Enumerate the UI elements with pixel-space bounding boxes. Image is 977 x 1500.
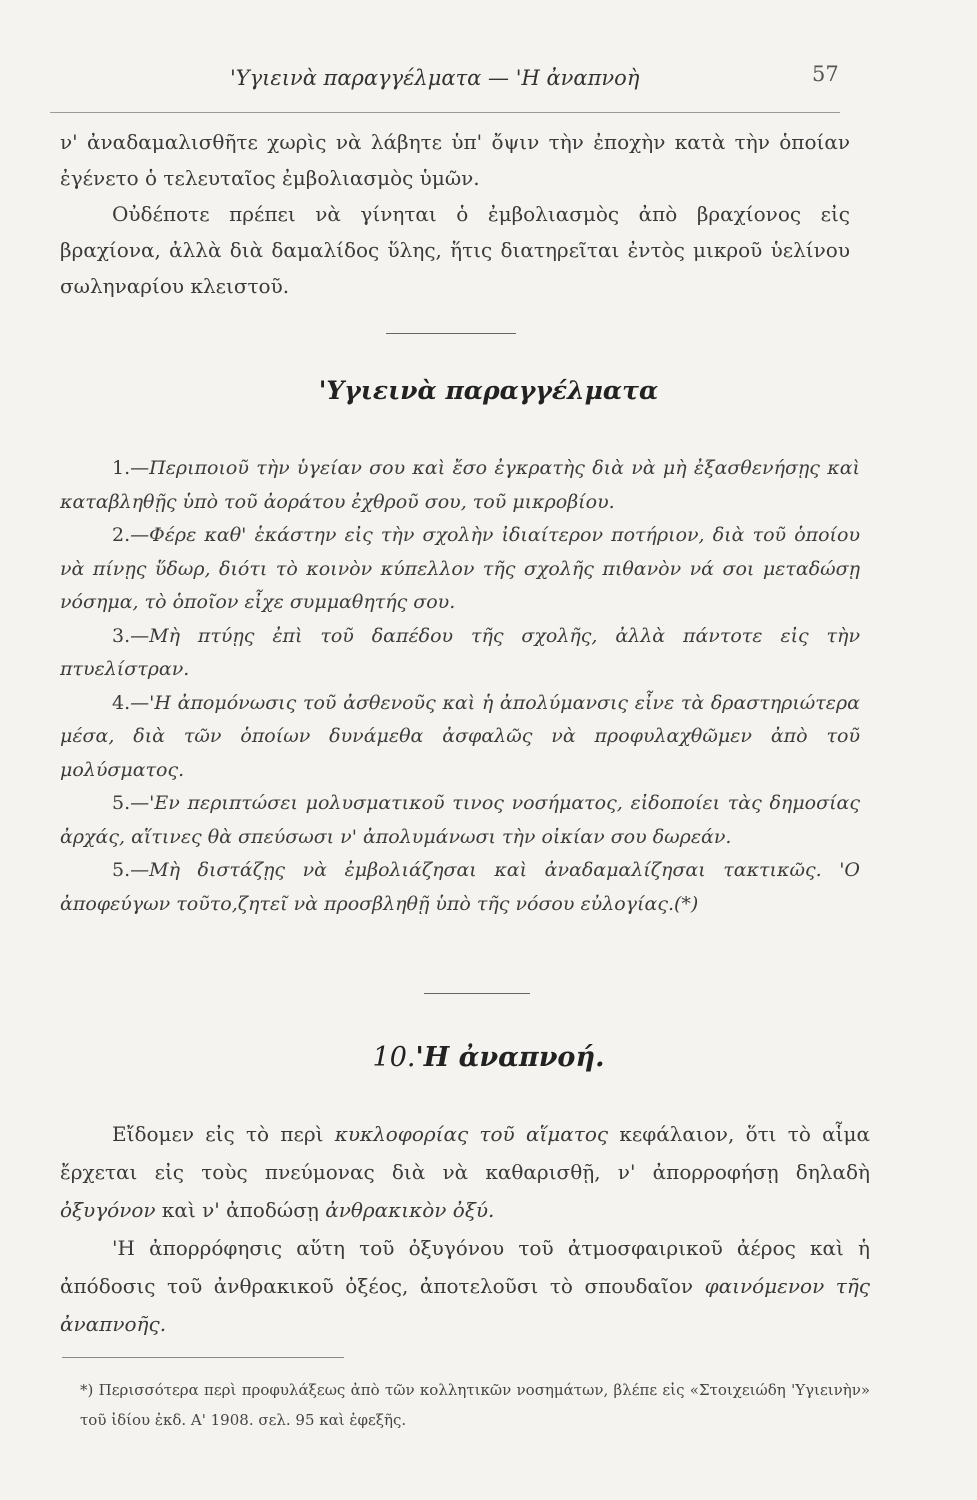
chapter-number: 10. <box>372 1042 416 1073</box>
footnote <box>80 1375 870 1435</box>
text-run: κεφάλαιον, ὅτι τὸ αἷμα ἔρχεται εἰς τοὺς πνεύμονας διὰ νὰ καθαρισθῇ, ν' ἀπορροφήσῃ δηλαδὴ <box>60 1122 871 1184</box>
header-rule <box>50 112 840 113</box>
item-text: —Φέρε καθ' ἑκάστην εἰς τὴν σχολὴν ἰδιαίτερον ποτήριον, διὰ τοῦ ὁποίου νὰ πίνῃς ὕδωρ, διότι τὸ κοινὸν κύπελλον τῆς σχολῆς πιθανὸν νά σοι μεταδώσῃ νόσημα, τὸ ὁποῖον εἶχε συμμαθητής σου. <box>60 524 860 613</box>
page-number: 57 <box>812 62 839 86</box>
list-item <box>60 854 860 921</box>
list-item <box>60 787 860 854</box>
precepts-list <box>60 452 860 921</box>
chapter-paragraph-2 <box>60 1229 870 1343</box>
intro-text <box>60 124 850 304</box>
list-item <box>60 620 860 687</box>
chapter-paragraph-1 <box>60 1115 870 1229</box>
text-run: καὶ ν' ἀποδώσῃ <box>155 1198 326 1222</box>
footnote-text: *) Περισσότερα περὶ προφυλάξεως ἀπὸ τῶν κολλητικῶν νοσημάτων, βλέπε εἰς «Στοιχειώδη 'Υγιεινὴν» τοῦ ἰδίου ἐκδ. Α' 1908. σελ. 95 καὶ ἑφεξῆς. <box>80 1381 870 1429</box>
emphasis-circulation: κυκλοφορίας τοῦ αἵματος <box>334 1122 609 1146</box>
chapter-name: 'Η ἀναπνοή. <box>415 1042 605 1073</box>
item-text: —'Η ἀπομόνωσις τοῦ ἀσθενοῦς καὶ ἡ ἀπολύμανσις εἶνε τὰ δραστηριώτερα μέσα, διὰ τῶν ὁποίων δυνάμεθα ἀσφαλῶς νὰ προφυλαχθῶμεν ἀπὸ τοῦ μολύσματος. <box>60 691 860 781</box>
item-text: —Μὴ πτύῃς ἐπὶ τοῦ δαπέδου τῆς σχολῆς, ἀλλὰ πάντοτε εἰς τὴν πτυελίστραν. <box>60 624 860 680</box>
item-text: —Μὴ διστάζῃς νὰ ἐμβολιάζησαι καὶ ἀναδαμαλίζησαι τακτικῶς. 'Ο ἀποφεύγων τοῦτο,ζητεῖ νὰ προσβληθῇ ὑπὸ τῆς νόσου εὐλογίας.(*) <box>60 859 860 915</box>
intro-paragraph-2: Οὐδέποτε πρέπει νὰ γίνηται ὁ ἐμβολιασμὸς ἀπὸ βραχίονος εἰς βραχίονα, ἀλλὰ διὰ δαμαλίδος ὕλης, ἥτις διατηρεῖται ἐντὸς μικροῦ ὑελίνου σωληναρίου κλειστοῦ. <box>60 202 850 298</box>
item-number: 5. <box>112 859 131 881</box>
item-number: 3. <box>112 624 131 647</box>
list-item <box>60 687 860 788</box>
item-number: 4. <box>112 691 131 714</box>
footnote-rule <box>62 1357 344 1358</box>
item-number: 2. <box>112 524 131 546</box>
chapter-divider <box>424 993 530 994</box>
running-header: 'Υγιεινὰ παραγγέλματα — 'Η ἀναπνοὴ <box>230 66 640 90</box>
item-number: 1. <box>112 457 131 479</box>
section-divider <box>386 333 516 334</box>
section-title: 'Υγιεινὰ παραγγέλματα <box>318 376 659 405</box>
emphasis-respiration: φαινόμενον τῆς ἀναπνοῆς. <box>60 1274 871 1336</box>
item-text: —'Εν περιπτώσει μολυσματικοῦ τινος νοσήματος, εἰδοποίει τὰς δημοσίας ἀρχάς, αἵτινες θὰ σπεύσωσι ν' ἀπολυμάνωσι τὴν οἰκίαν σου δωρεάν. <box>60 792 860 848</box>
emphasis-oxygen: ὀξυγόνον <box>60 1198 156 1222</box>
item-text: —Περιποιοῦ τὴν ὑγείαν σου καὶ ἔσο ἐγκρατὴς διὰ νὰ μὴ ἐξασθενήσῃς καὶ καταβληθῇς ὑπὸ τοῦ ἀοράτου ἐχθροῦ σου, τοῦ μικροβίου. <box>60 457 860 513</box>
chapter-title <box>0 1042 977 1073</box>
intro-paragraph-1: ν' ἀναδαμαλισθῆτε χωρὶς νὰ λάβητε ὑπ' ὄψιν τὴν ἐποχὴν κατὰ τὴν ὁποίαν ἐγένετο ὁ τελευταῖος ἐμβολιασμὸς ὑμῶν. <box>60 130 850 190</box>
item-number: 5. <box>112 792 131 814</box>
text-run: Εἴδομεν εἰς τὸ περὶ <box>112 1122 335 1146</box>
chapter-body <box>60 1115 870 1343</box>
list-item <box>60 519 860 620</box>
list-item <box>60 452 860 519</box>
emphasis-carbonic-acid: ἀνθρακικὸν ὀξύ. <box>325 1198 495 1222</box>
text-run: 'Η ἀπορρόφησις αὕτη τοῦ ὀξυγόνου τοῦ ἀτμοσφαιρικοῦ ἀέρος καὶ ἡ ἀπόδοσις τοῦ ἀνθρακικοῦ ὀξέος, ἀποτελοῦσι τὸ σπουδαῖον <box>60 1236 870 1298</box>
